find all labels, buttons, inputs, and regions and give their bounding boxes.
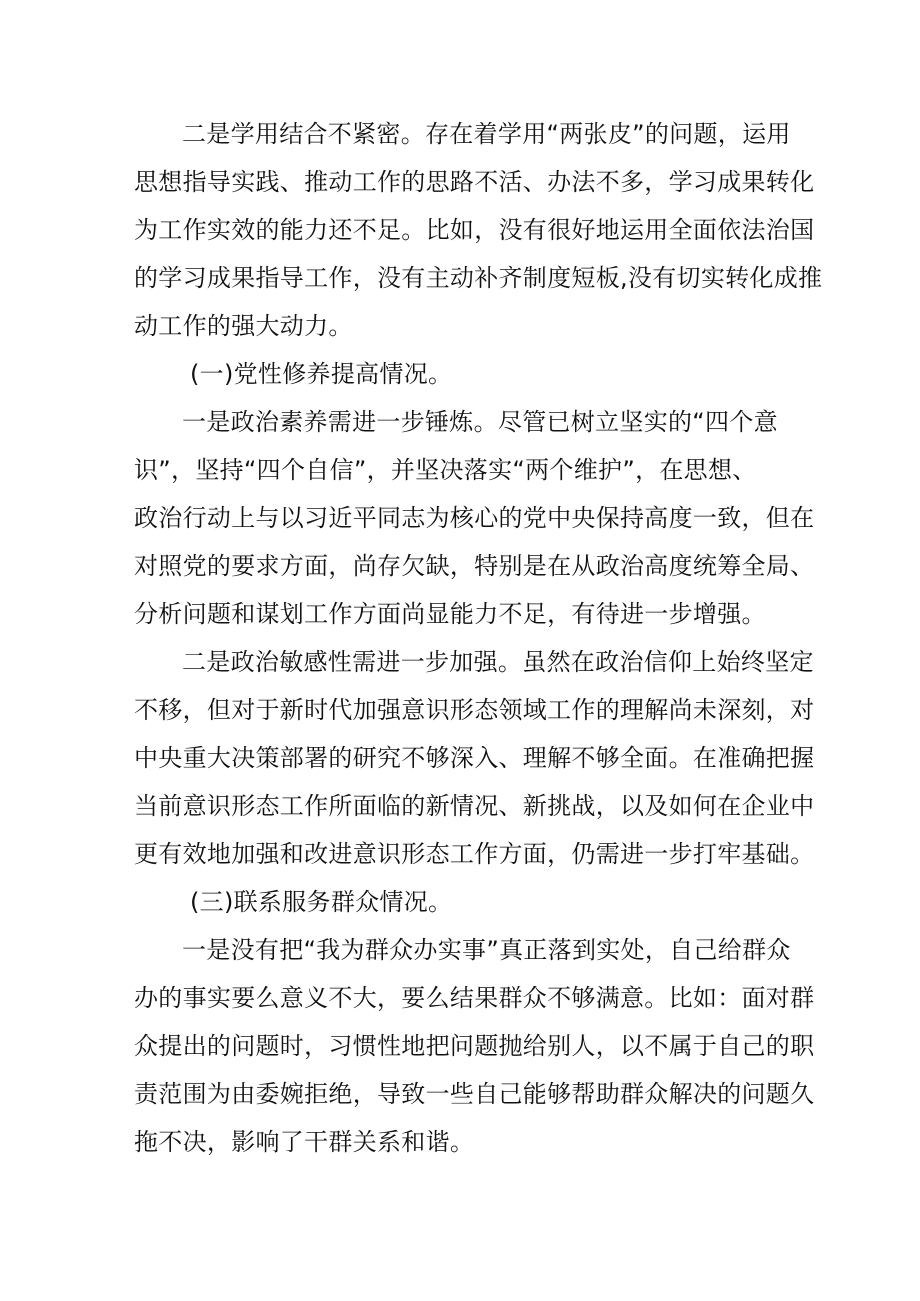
- paragraph-line: 一是没有把“我为群众办实事”真正落到实处，自己给群众: [182, 936, 791, 964]
- paragraph-line: 动工作的强大动力。: [134, 312, 353, 340]
- paragraph-line: 为工作实效的能力还不足。比如，没有很好地运用全面依法治国: [134, 216, 815, 244]
- paragraph-line: 二是政治敏感性需进一步加强。虽然在政治信仰上始终坚定: [182, 648, 814, 676]
- paragraph-line: 更有效地加强和改进意识形态工作方面，仍需进一步打牢基础。: [134, 840, 815, 868]
- paragraph-line: 众提出的问题时，习惯性地把问题抛给别人，以不属于自己的职: [134, 1032, 815, 1060]
- paragraph-line: 不移，但对于新时代加强意识形态领域工作的理解尚未深刻，对: [134, 696, 815, 724]
- paragraph-line: 一是政治素养需进一步锤炼。尽管已树立坚实的“四个意: [182, 408, 778, 436]
- paragraph-line: 政治行动上与以习近平同志为核心的党中央保持高度一致，但在: [134, 504, 815, 532]
- document-body: [134, 110, 823, 1166]
- paragraph-line: 识”，坚持“四个自信”，并坚决落实“两个维护”，在思想、: [134, 456, 757, 484]
- paragraph-line: 当前意识形态工作所面临的新情况、新挑战，以及如何在企业中: [134, 792, 815, 820]
- section-heading: (一)党性修养提高情况。: [190, 360, 453, 388]
- paragraph-line: 二是学用结合不紧密。存在着学用“两张皮”的问题，运用: [182, 120, 791, 148]
- paragraph-line: 思想指导实践、推动工作的思路不活、办法不多，学习成果转化: [134, 168, 815, 196]
- paragraph-line: 的学习成果指导工作，没有主动补齐制度短板,没有切实转化成推: [134, 264, 823, 292]
- paragraph-line: 对照党的要求方面，尚存欠缺，特别是在从政治高度统筹全局、: [134, 552, 815, 580]
- paragraph-line: 办的事实要么意义不大，要么结果群众不够满意。比如：面对群: [134, 984, 815, 1012]
- paragraph-line: 分析问题和谋划工作方面尚显能力不足，有待进一步增强。: [134, 600, 766, 628]
- paragraph-line: 责范围为由委婉拒绝，导致一些自己能够帮助群众解决的问题久: [134, 1080, 815, 1108]
- paragraph-line: 拖不决，影响了干群关系和谐。: [134, 1128, 475, 1156]
- section-heading: (三)联系服务群众情况。: [190, 888, 453, 916]
- paragraph-line: 中央重大决策部署的研究不够深入、理解不够全面。在准确把握: [134, 744, 815, 772]
